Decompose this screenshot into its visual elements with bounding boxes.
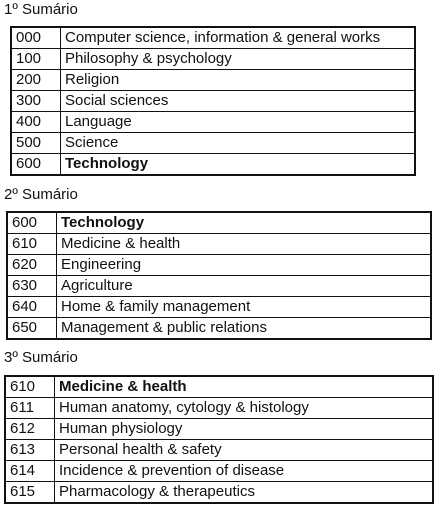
class-code: 612: [5, 419, 55, 440]
table-row: [11, 70, 415, 91]
table-row: [5, 419, 433, 440]
class-label: Agriculture: [57, 276, 432, 297]
class-label: Technology: [57, 212, 432, 234]
class-label: Management & public relations: [57, 318, 432, 340]
summary-table-2: [6, 211, 432, 340]
table-row: [11, 112, 415, 133]
table-row: [5, 461, 433, 482]
section-title-1: 1º Sumário: [4, 1, 78, 18]
class-code: 620: [7, 255, 57, 276]
class-code: 611: [5, 398, 55, 419]
class-label: Medicine & health: [55, 376, 434, 398]
class-code: 615: [5, 482, 55, 504]
table-row: [7, 318, 431, 340]
summary-table-1: [10, 26, 416, 176]
table-row: [5, 482, 433, 504]
class-label: Human physiology: [55, 419, 434, 440]
class-code: 300: [11, 91, 61, 112]
table-row: [11, 154, 415, 176]
class-label: Human anatomy, cytology & histology: [55, 398, 434, 419]
summary-table-2-body: [7, 212, 431, 339]
class-label: Pharmacology & therapeutics: [55, 482, 434, 504]
class-label: Science: [61, 133, 416, 154]
class-code: 600: [11, 154, 61, 176]
class-code: 100: [11, 49, 61, 70]
section-title-2: 2º Sumário: [4, 186, 78, 203]
class-code: 610: [5, 376, 55, 398]
class-label: Home & family management: [57, 297, 432, 318]
class-label: Language: [61, 112, 416, 133]
table-row: [7, 276, 431, 297]
class-label: Social sciences: [61, 91, 416, 112]
table-row: [11, 133, 415, 154]
table-row: [7, 212, 431, 234]
table-row: [5, 398, 433, 419]
class-code: 500: [11, 133, 61, 154]
table-row: [11, 27, 415, 49]
class-label: Personal health & safety: [55, 440, 434, 461]
class-code: 400: [11, 112, 61, 133]
summary-table-3-body: [5, 376, 433, 503]
section-title-3: 3º Sumário: [4, 349, 78, 366]
class-code: 630: [7, 276, 57, 297]
class-code: 610: [7, 234, 57, 255]
class-label: Incidence & prevention of disease: [55, 461, 434, 482]
summary-table-3: [4, 375, 434, 504]
class-label: Philosophy & psychology: [61, 49, 416, 70]
class-code: 000: [11, 27, 61, 49]
class-code: 600: [7, 212, 57, 234]
table-row: [11, 91, 415, 112]
class-code: 640: [7, 297, 57, 318]
class-code: 614: [5, 461, 55, 482]
class-label: Engineering: [57, 255, 432, 276]
table-row: [7, 297, 431, 318]
table-row: [7, 255, 431, 276]
class-label: Medicine & health: [57, 234, 432, 255]
class-code: 613: [5, 440, 55, 461]
table-row: [5, 440, 433, 461]
class-code: 200: [11, 70, 61, 91]
summary-table-1-body: [11, 27, 415, 175]
table-row: [7, 234, 431, 255]
table-row: [5, 376, 433, 398]
table-row: [11, 49, 415, 70]
class-label: Technology: [61, 154, 416, 176]
class-label: Computer science, information & general works: [61, 27, 416, 49]
class-code: 650: [7, 318, 57, 340]
class-label: Religion: [61, 70, 416, 91]
